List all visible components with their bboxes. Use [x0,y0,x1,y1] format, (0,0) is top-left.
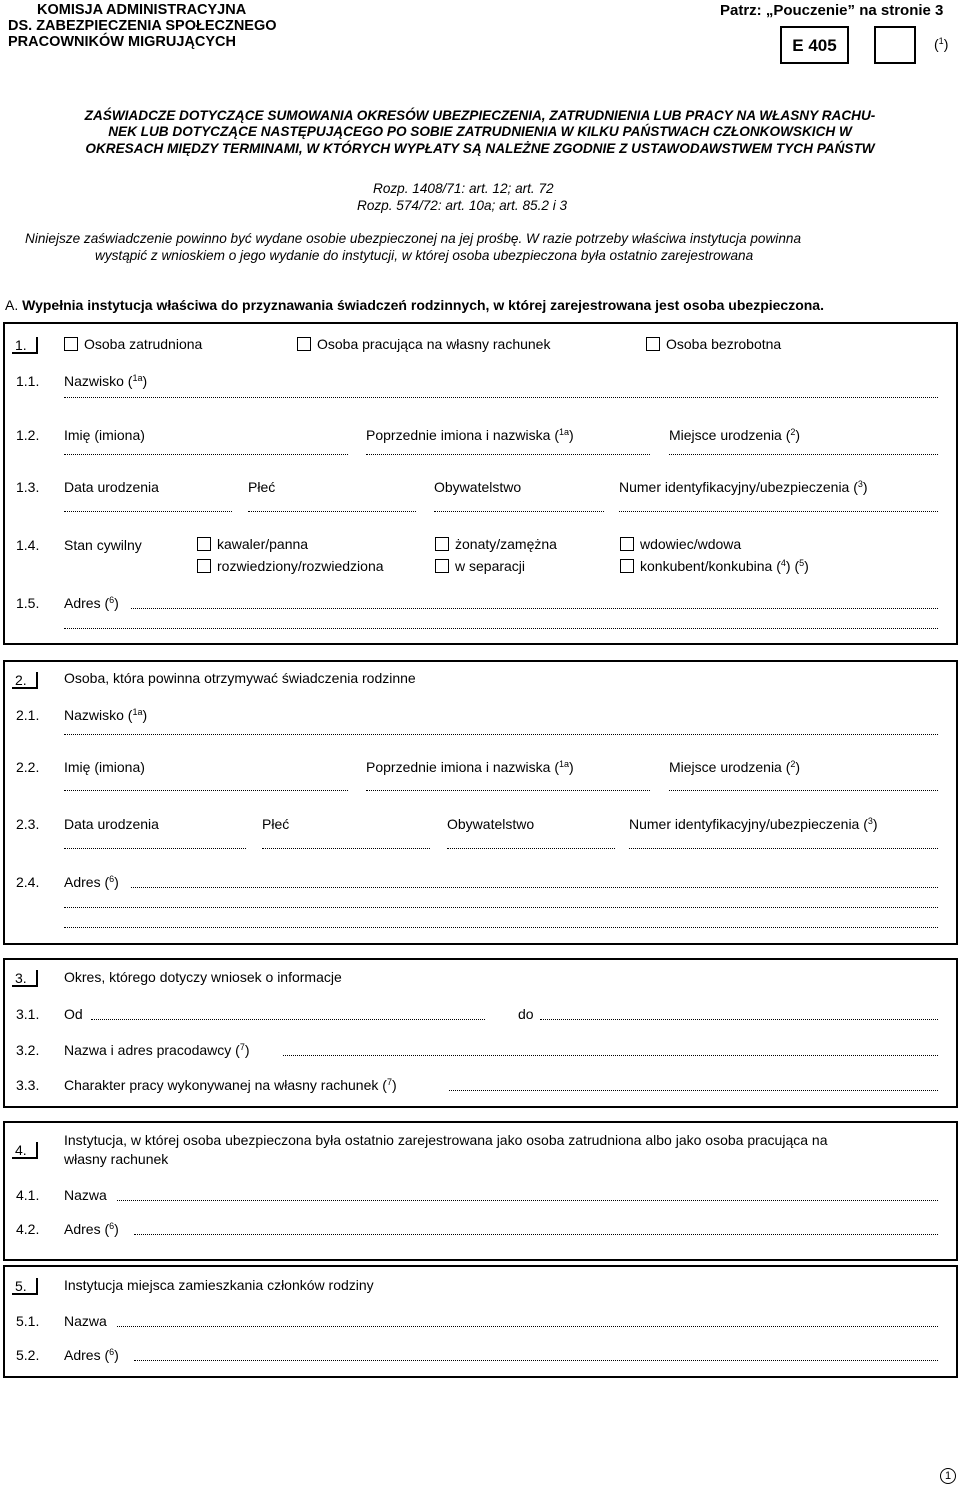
label-surname: Nazwisko ($^{1a}$) [64,373,148,389]
residence-institution-address-field[interactable] [134,1360,938,1361]
surname-field[interactable] [64,397,938,398]
doc-title-line-1: ZAŚWIADCZE DOTYCZĄCE SUMOWANIA OKRESÓW UBEZPIECZENIA, ZATRUDNIENIA LUB PRACY NA WŁASNY RACHU- [84,108,876,123]
label-address: Adres ($^6$) [64,595,119,611]
checkbox[interactable] [620,559,634,573]
opt-cohabiting[interactable]: konkubent/konkubina ($^4$) ($^5$) [620,558,809,574]
field-number: 3.2. [16,1042,40,1058]
checkbox[interactable] [297,337,311,351]
id-number-field[interactable] [619,511,938,512]
form-footnote-ref: ($^1$) [934,36,949,52]
label-sex: Płeć [262,816,290,832]
birthplace-field[interactable] [669,454,938,455]
institution-address-field[interactable] [134,1234,938,1235]
opt-divorced[interactable]: rozwiedziony/rozwiedziona [197,558,384,574]
field-number: 1.2. [16,427,40,443]
previous-names-field[interactable] [366,790,650,791]
to-field[interactable] [540,1019,938,1020]
doc-title-line-3: OKRESACH MIĘDZY TERMINAMI, W KTÓRYCH WYPŁATY SĄ NALEŻNE ZGODNIE Z USTAWODAWSTWEM TYCH PAŃSTW [85,141,875,156]
field-number: 1.3. [16,479,40,495]
patrz-note: Patrz: „Pouczenie” na stronie 3 [720,2,944,19]
address-field-2[interactable] [64,628,938,629]
field-number: 3.3. [16,1077,40,1093]
field-number: 5.2. [16,1347,40,1363]
label-id-number: Numer identyfikacyjny/ubezpieczenia ($^3$) [629,816,878,832]
org-line-2: DS. ZABEZPIECZENIA SPOŁECZNEGO [8,18,277,34]
institution-name-field[interactable] [117,1200,938,1201]
label-birthplace: Miejsce urodzenia ($^2$) [669,427,801,443]
field-number: 1.5. [16,595,40,611]
section-2-number: 2. [12,672,38,689]
label-birthplace: Miejsce urodzenia ($^2$) [669,759,801,775]
employer-field[interactable] [283,1055,938,1056]
id-number-field[interactable] [629,848,938,849]
birthdate-field[interactable] [64,511,232,512]
first-names-field[interactable] [64,790,348,791]
label-birthdate: Data urodzenia [64,816,159,832]
label-employer: Nazwa i adres pracodawcy ($^7$) [64,1042,250,1058]
checkbox[interactable] [197,537,211,551]
address-field-3[interactable] [64,927,938,928]
address-field-1[interactable] [131,608,938,609]
form-version-box[interactable] [874,26,916,64]
sex-field[interactable] [262,848,430,849]
opt-unemployed[interactable]: Osoba bezrobotna [646,336,781,352]
label-first-names: Imię (imiona) [64,427,145,443]
section-4-number: 4. [12,1142,38,1159]
field-number: 3.1. [16,1006,40,1022]
birthplace-field[interactable] [669,790,938,791]
label-nationality: Obywatelstwo [434,479,522,495]
section-3-number: 3. [12,970,38,987]
regulation-2: Rozp. 574/72: art. 10a; art. 85.2 i 3 [357,198,568,213]
section-5-number: 5. [12,1278,38,1295]
checkbox[interactable] [64,337,78,351]
label-address: Adres ($^6$) [64,1347,119,1363]
label-previous-names: Poprzednie imiona i nazwiska ($^{1a}$) [366,427,574,443]
opt-self-employed[interactable]: Osoba pracująca na własny rachunek [297,336,550,352]
label-name: Nazwa [64,1187,107,1203]
section-4-heading-2: własny rachunek [64,1151,169,1167]
opt-employed[interactable]: Osoba zatrudniona [64,336,202,352]
checkbox[interactable] [620,537,634,551]
form-code: E 405 [792,36,837,55]
nationality-field[interactable] [447,848,615,849]
label-name: Nazwa [64,1313,107,1329]
section-5-heading: Instytucja miejsca zamieszkania członków rodziny [64,1277,374,1293]
org-line-1: KOMISJA ADMINISTRACYJNA [37,2,247,18]
label-birthdate: Data urodzenia [64,479,159,495]
checkbox[interactable] [435,559,449,573]
field-number: 2.1. [16,707,40,723]
self-employment-field[interactable] [449,1090,938,1091]
checkbox[interactable] [435,537,449,551]
label-address: Adres ($^6$) [64,874,119,890]
field-number: 5.1. [16,1313,40,1329]
section-3-heading: Okres, którego dotyczy wniosek o informacje [64,969,342,985]
label-to: do [518,1006,534,1022]
residence-institution-name-field[interactable] [117,1326,938,1327]
label-self-employment: Charakter pracy wykonywanej na własny rachunek ($^7$) [64,1077,397,1093]
page-number-badge [940,1468,956,1484]
label-surname: Nazwisko ($^{1a}$) [64,707,148,723]
doc-title-line-2: NEK LUB DOTYCZĄCE NASTĘPUJĄCEGO PO SOBIE ZATRUDNIENIA W KILKU PAŃSTWACH CZŁONKOWSKICH W [108,124,852,139]
field-number: 1.4. [16,537,40,553]
checkbox[interactable] [197,559,211,573]
label-from: Od [64,1006,83,1022]
address-field-1[interactable] [131,887,938,888]
checkbox[interactable] [646,337,660,351]
label-address: Adres ($^6$) [64,1221,119,1237]
label-sex: Płeć [248,479,276,495]
nationality-field[interactable] [434,511,604,512]
field-number: 2.2. [16,759,40,775]
opt-widowed[interactable]: wdowiec/wdowa [620,536,741,552]
intro-note-2: wystąpić z wnioskiem o jego wydanie do instytucji, w której osoba ubezpieczona była ostatnio zarejestrowana [95,248,754,263]
previous-names-field[interactable] [366,454,650,455]
from-field[interactable] [91,1019,485,1020]
sex-field[interactable] [248,511,416,512]
opt-single[interactable]: kawaler/panna [197,536,308,552]
field-number: 1.1. [16,373,40,389]
section-2 [3,660,958,945]
field-number: 2.4. [16,874,40,890]
regulation-1: Rozp. 1408/71: art. 12; art. 72 [373,181,554,196]
section-2-heading: Osoba, która powinna otrzymywać świadczenia rodzinne [64,670,416,686]
label-first-names: Imię (imiona) [64,759,145,775]
part-a-instruction: A. Wypełnia instytucja właściwa do przyznawania świadczeń rodzinnych, w której zarejestrowana jest osoba ubezpieczona. [5,297,824,313]
surname-field[interactable] [64,734,938,735]
page-number: 1 [944,1470,952,1482]
opt-married[interactable]: żonaty/zamężna [435,536,557,552]
field-number: 4.1. [16,1187,40,1203]
form-code-box [780,26,849,64]
opt-separated[interactable]: w separacji [435,558,525,574]
field-number: 2.3. [16,816,40,832]
label-previous-names: Poprzednie imiona i nazwiska ($^{1a}$) [366,759,574,775]
intro-note-1: Niniejsze zaświadczenie powinno być wydane osobie ubezpieczonej na jej prośbę. W razie potrzeby właściwa instytucja powinna [25,231,802,246]
label-civil-status: Stan cywilny [64,537,142,553]
address-field-2[interactable] [64,907,938,908]
field-number: 4.2. [16,1221,40,1237]
section-4-heading-1: Instytucja, w której osoba ubezpieczona była ostatnio zarejestrowana jako osoba zatrudniona albo jako osoba pracująca na [64,1132,828,1148]
birthdate-field[interactable] [64,848,246,849]
label-nationality: Obywatelstwo [447,816,535,832]
org-line-3: PRACOWNIKÓW MIGRUJĄCYCH [8,34,236,50]
section-1-number: 1. [12,337,38,354]
first-names-field[interactable] [64,454,348,455]
label-id-number: Numer identyfikacyjny/ubezpieczenia ($^3$) [619,479,868,495]
